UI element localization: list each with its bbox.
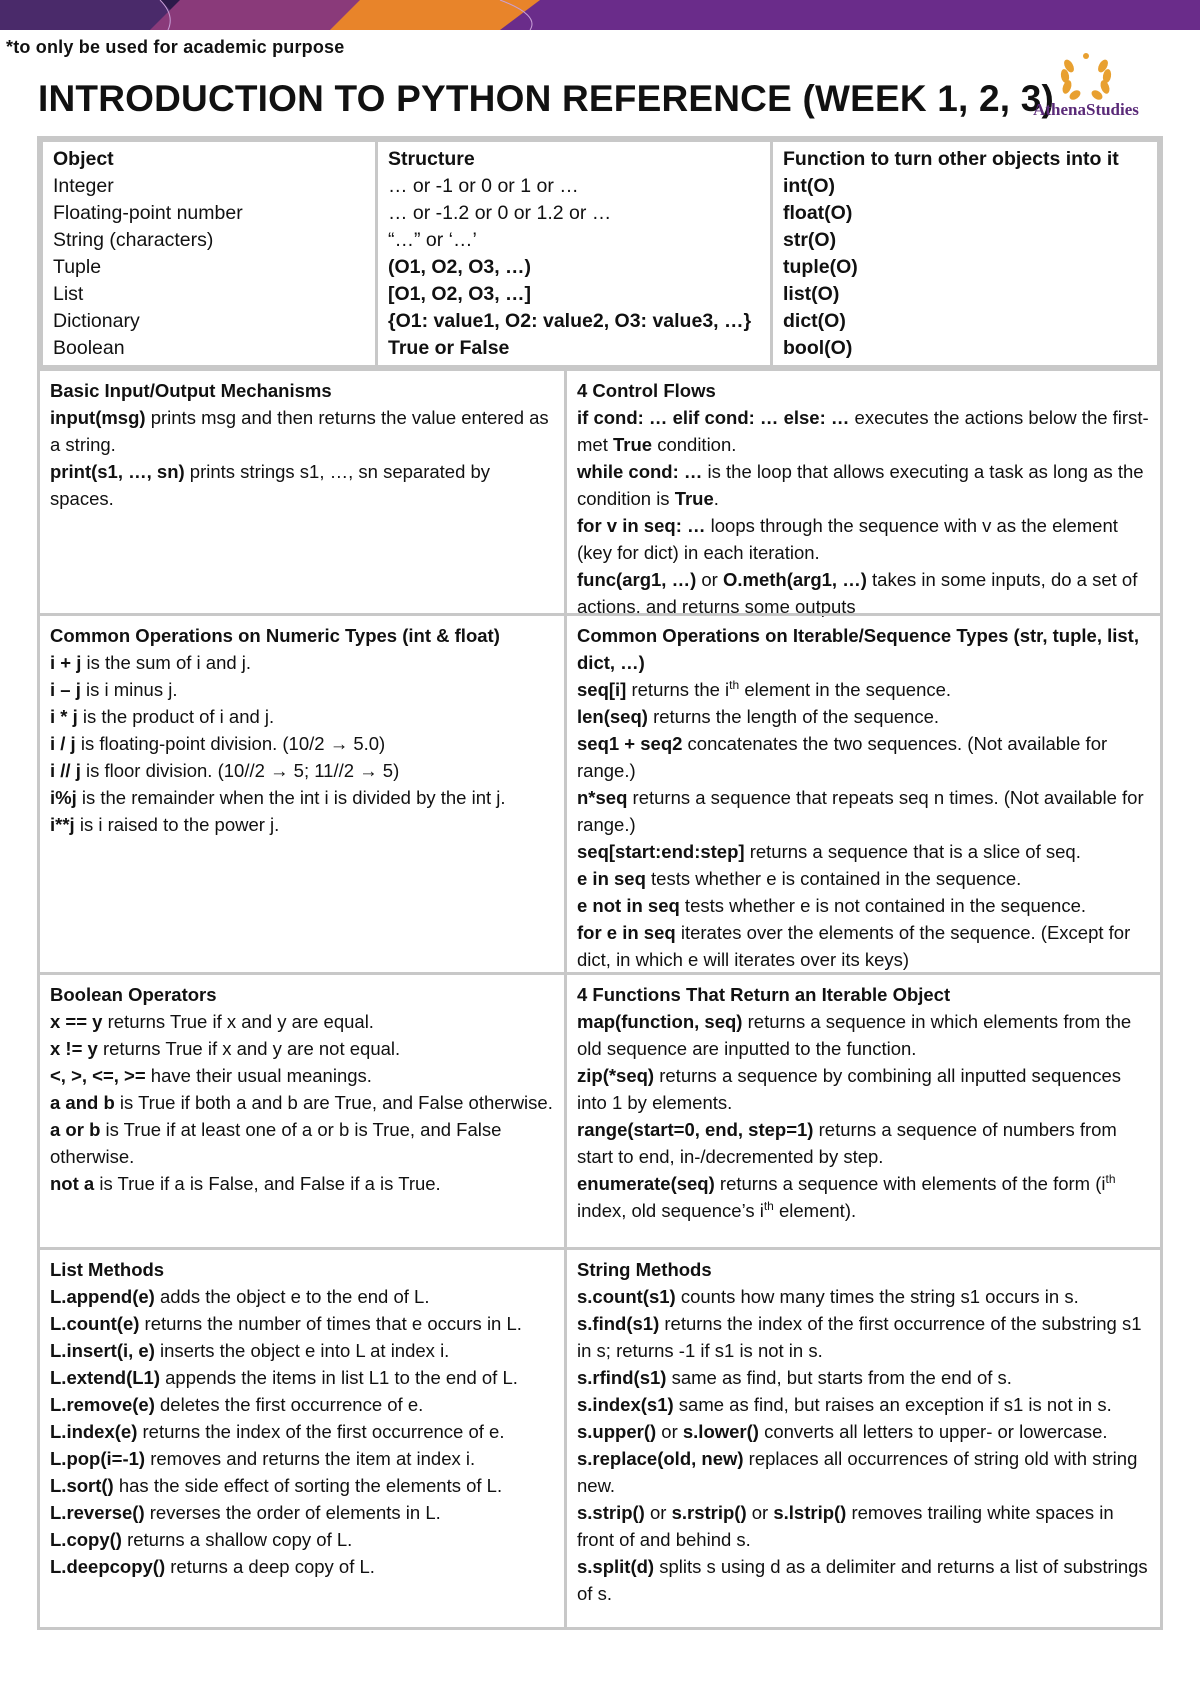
list-item: s.rfind(s1) same as find, but starts from the end of s.	[577, 1367, 1012, 1388]
list-methods-section	[40, 1247, 567, 1630]
list-item: seq1 + seq2 concatenates the two sequences. (Not available for range.)	[577, 733, 1108, 781]
table-cell: {O1: value1, O2: value2, O3: value3, …}	[388, 310, 752, 332]
list-item: s.count(s1) counts how many times the string s1 occurs in s.	[577, 1286, 1079, 1307]
table-cell: Floating-point number	[53, 202, 243, 224]
io-section	[40, 368, 567, 616]
table-cell: str(O)	[783, 229, 837, 251]
list-item: L.append(e) adds the object e to the end of L.	[50, 1286, 430, 1307]
list-item: L.insert(i, e) inserts the object e into L at index i.	[50, 1340, 450, 1361]
table-cell: list(O)	[783, 283, 840, 305]
list-item: i / j is floating-point division. (10/2 → 5.0)	[50, 733, 386, 754]
numeric-ops-section	[40, 613, 567, 975]
table-cell: int(O)	[783, 175, 835, 197]
column-structure	[377, 141, 772, 367]
athenastudies-logo	[1022, 50, 1150, 126]
list-item: if cond: … elif cond: … else: … executes the actions below the first-met True condition.	[577, 407, 1149, 455]
table-cell: (O1, O2, O3, …)	[388, 256, 532, 278]
iterable-functions-section	[564, 972, 1163, 1250]
list-item: i // j is floor division. (10//2 → 5; 11//2 → 5)	[50, 760, 400, 781]
table-cell: [O1, O2, O3, …]	[388, 283, 532, 305]
table-header: Object	[53, 148, 114, 170]
list-item: seq[i] returns the $i^{th}$ element in the sequence.	[577, 677, 952, 700]
list-item: i * j is the product of i and j.	[50, 706, 275, 727]
list-item: e in seq tests whether e is contained in the sequence.	[577, 868, 1022, 889]
string-methods-section	[564, 1247, 1163, 1630]
list-item: s.find(s1) returns the index of the first occurrence of the substring s1 in s; returns -1 if s1 is not in s.	[577, 1313, 1142, 1361]
table-cell: Boolean	[53, 337, 125, 359]
section-heading: Common Operations on Numeric Types (int & float)	[50, 625, 500, 646]
list-item: for v in seq: … loops through the sequence with v as the element (key for dict) in each iteration.	[577, 515, 1118, 563]
table-cell: tuple(O)	[783, 256, 858, 278]
disclaimer-text: *to only be used for academic purpose	[6, 37, 345, 57]
list-item: s.index(s1) same as find, but raises an exception if s1 is not in s.	[577, 1394, 1112, 1415]
section-heading: List Methods	[50, 1259, 165, 1280]
table-cell: List	[53, 283, 84, 305]
list-item: L.index(e) returns the index of the first occurrence of e.	[50, 1421, 505, 1442]
list-item: L.pop(i=-1) removes and returns the item at index i.	[50, 1448, 476, 1469]
section-heading: Boolean Operators	[50, 984, 217, 1005]
list-item: input(msg) prints msg and then returns the value entered as a string.	[50, 407, 549, 455]
section-heading: Common Operations on Iterable/Sequence Types (str, tuple, list, dict, …)	[577, 625, 1139, 673]
list-item: func(arg1, …) or O.meth(arg1, …) takes in some inputs, do a set of actions, and returns some outputs	[577, 569, 1138, 617]
list-item: i + j is the sum of i and j.	[50, 652, 252, 673]
list-item: a and b is True if both a and b are True, and False otherwise.	[50, 1092, 553, 1113]
list-item: zip(*seq) returns a sequence by combining all inputted sequences into 1 by elements.	[577, 1065, 1122, 1113]
table-cell: Tuple	[53, 256, 102, 278]
list-item: s.upper() or s.lower() converts all letters to upper- or lowercase.	[577, 1421, 1108, 1442]
column-function	[772, 141, 1159, 367]
list-item: x == y returns True if x and y are equal.	[50, 1011, 374, 1032]
table-cell: dict(O)	[783, 310, 846, 332]
list-item: L.deepcopy() returns a deep copy of L.	[50, 1556, 375, 1577]
list-item: for e in seq iterates over the elements of the sequence. (Except for dict, in which e will iterates over its keys)	[577, 922, 1131, 970]
laurel-icon	[1022, 50, 1150, 102]
list-item: s.split(d) splits s using d as a delimiter and returns a list of substrings of s.	[577, 1556, 1148, 1604]
section-heading: Basic Input/Output Mechanisms	[50, 380, 332, 401]
table-row	[42, 141, 1159, 367]
control-flow-section	[564, 368, 1163, 616]
table-cell: … or -1.2 or 0 or 1.2 or …	[388, 202, 612, 224]
list-item: s.strip() or s.rstrip() or s.lstrip() removes trailing white spaces in front of and behind s.	[577, 1502, 1114, 1550]
list-item: L.sort() has the side effect of sorting the elements of L.	[50, 1475, 503, 1496]
column-object	[42, 141, 377, 367]
section-heading: String Methods	[577, 1259, 712, 1280]
table-header: Structure	[388, 148, 475, 170]
iterable-ops-section	[564, 613, 1163, 975]
list-item: i%j is the remainder when the int i is divided by the int j.	[50, 787, 506, 808]
list-item: map(function, seq) returns a sequence in which elements from the old sequence are inputted to the function.	[577, 1011, 1132, 1059]
logo-text: AthenaStudies	[1033, 100, 1139, 119]
table-cell: … or -1 or 0 or 1 or …	[388, 175, 579, 197]
list-item: not a is True if a is False, and False if a is True.	[50, 1173, 441, 1194]
list-item: L.extend(L1) appends the items in list L1 to the end of L.	[50, 1367, 518, 1388]
table-cell: String (characters)	[53, 229, 214, 251]
object-types-table	[40, 139, 1160, 368]
list-item: seq[start:end:step] returns a sequence that is a slice of seq.	[577, 841, 1081, 862]
list-item: x != y returns True if x and y are not equal.	[50, 1038, 401, 1059]
section-heading: 4 Functions That Return an Iterable Object	[577, 984, 951, 1005]
list-item: a or b is True if at least one of a or b is True, and False otherwise.	[50, 1119, 502, 1167]
table-cell: Dictionary	[53, 310, 140, 332]
table-header: Function to turn other objects into it	[783, 148, 1119, 170]
list-item: L.count(e) returns the number of times that e occurs in L.	[50, 1313, 522, 1334]
list-item: L.remove(e) deletes the first occurrence of e.	[50, 1394, 424, 1415]
list-item: print(s1, …, sn) prints strings s1, …, sn separated by spaces.	[50, 461, 491, 509]
table-cell: Integer	[53, 175, 114, 197]
page-title: INTRODUCTION TO PYTHON REFERENCE (WEEK 1, 2, 3)	[38, 78, 1055, 119]
list-item: e not in seq tests whether e is not contained in the sequence.	[577, 895, 1087, 916]
list-item: i**j is i raised to the power j.	[50, 814, 280, 835]
list-item: enumerate(seq) returns a sequence with elements of the form ($i^{th}$ index, old sequence’s $i^{th}$ element).	[577, 1171, 1116, 1221]
boolean-ops-section	[40, 972, 567, 1250]
table-cell: bool(O)	[783, 337, 853, 359]
list-item: while cond: … is the loop that allows executing a task as long as the condition is True.	[577, 461, 1144, 509]
header-banner	[0, 0, 1200, 30]
list-item: len(seq) returns the length of the sequence.	[577, 706, 939, 727]
reference-grid	[40, 368, 1160, 1627]
list-item: range(start=0, end, step=1) returns a sequence of numbers from start to end, in-/decremented by step.	[577, 1119, 1117, 1167]
list-item: s.replace(old, new) replaces all occurrences of string old with string new.	[577, 1448, 1138, 1496]
table-cell: “…” or ‘…’	[388, 229, 477, 251]
list-item: i – j is i minus j.	[50, 679, 178, 700]
list-item: L.copy() returns a shallow copy of L.	[50, 1529, 353, 1550]
table-cell: float(O)	[783, 202, 853, 224]
reference-sheet	[37, 136, 1163, 1630]
list-item: L.reverse() reverses the order of elements in L.	[50, 1502, 441, 1523]
list-item: <, >, <=, >= have their usual meanings.	[50, 1065, 372, 1086]
list-item: n*seq returns a sequence that repeats seq n times. (Not available for range.)	[577, 787, 1144, 835]
table-cell: True or False	[388, 337, 510, 359]
section-heading: 4 Control Flows	[577, 380, 716, 401]
